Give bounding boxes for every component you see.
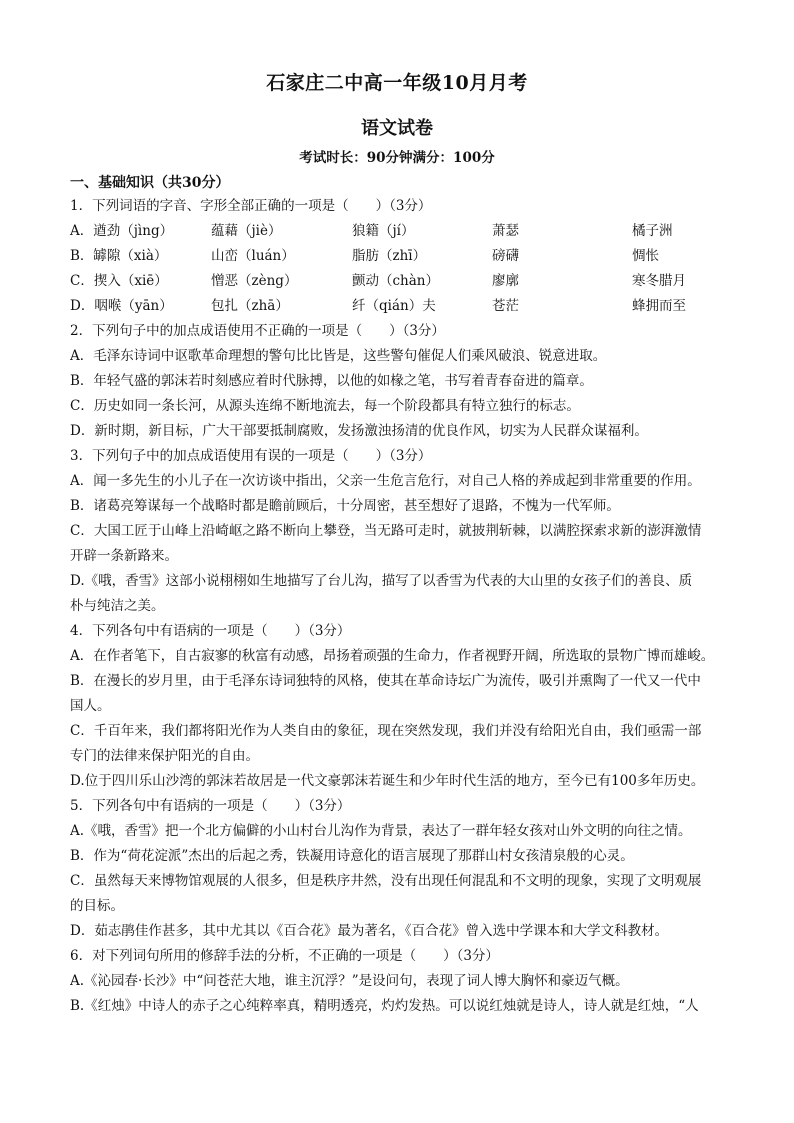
question-2-stem: 2．下列句子中的加点成语使用不正确的一项是（ ）（3分） xyxy=(70,323,445,339)
exam-info: 考试时长：90分钟满分：100分 xyxy=(299,150,495,166)
question-2-option-a: A．毛泽东诗词中讴歌革命理想的警句比比皆是，这些警句催促人们乘风破浪、锐意进取。 xyxy=(70,348,607,364)
section-heading: 一、基础知识（共30分） xyxy=(70,175,230,191)
question-5-option-c-cont: 的目标。 xyxy=(70,898,124,914)
question-5-option-d: D．茹志鹃佳作甚多，其中尤其以《百合花》最为著名，《百合花》曾入选中学课本和大学文科教材。 xyxy=(70,923,669,939)
question-3-option-b: B．诸葛亮筹谋每一个战略时都是瞻前顾后，十分周密，甚至想好了退路，不愧为一代军师。 xyxy=(70,498,620,514)
question-5-option-c: C．虽然每天来博物馆观展的人很多，但是秩序井然，没有出现任何混乱和不文明的现象，实现了文明观展 xyxy=(70,873,702,889)
option-cell: 磅礴 xyxy=(492,248,519,264)
option-cell: 蜂拥而至 xyxy=(632,298,686,314)
subject-title: 语文试卷 xyxy=(361,118,433,139)
option-cell: 包扎（zhā） xyxy=(211,298,289,314)
question-4-option-b: B．在漫长的岁月里，由于毛泽东诗词独特的风格，使其在革命诗坛广为流传，吸引并熏陶了一代又一代中 xyxy=(70,673,701,689)
question-1-option-b xyxy=(70,246,730,266)
option-cell: A．遒劲（jìng） xyxy=(70,223,174,239)
question-6-option-a: A.《沁园春·长沙》中“问苍茫大地，谁主沉浮？”是设问句，表现了词人博大胸怀和豪迈气概。 xyxy=(70,973,629,989)
question-3-option-d: D.《哦，香雪》这部小说栩栩如生地描写了台儿沟，描写了以香雪为代表的大山里的女孩子们的善良、质 xyxy=(70,573,693,589)
question-3-option-c: C．大国工匠于山峰上沿崎岖之路不断向上攀登，当无路可走时，就披荆斩棘，以满腔探索求新的澎湃激情 xyxy=(70,523,702,539)
option-cell: 廖廓 xyxy=(492,273,519,289)
option-cell: 苍茫 xyxy=(492,298,519,314)
question-4-option-c: C．千百年来，我们都将阳光作为人类自由的象征，现在突然发现，我们并没有给阳光自由，我们亟需一部 xyxy=(70,723,702,739)
option-cell: 脂肪（zhī） xyxy=(352,248,427,264)
question-5-option-b: B．作为“荷花淀派”杰出的后起之秀，铁凝用诗意化的语言展现了那群山村女孩清泉般的心灵。 xyxy=(70,848,634,864)
question-1-option-c xyxy=(70,271,730,291)
question-5-stem: 5．下列各句中有语病的一项是（ ）（3分） xyxy=(70,798,351,814)
question-4-option-a: A．在作者笔下，自古寂寥的秋富有动感，昂扬着顽强的生命力，作者视野开阔，所选取的景物广博而雄峻。 xyxy=(70,648,715,664)
option-cell: 寒冬腊月 xyxy=(632,273,686,289)
question-6-stem: 6．对下列词句所用的修辞手法的分析，不正确的一项是（ ）（3分） xyxy=(70,948,499,964)
exam-title: 石家庄二中高一年级10月月考 xyxy=(266,72,528,94)
question-2-option-b: B．年轻气盛的郭沫若时刻感应着时代脉搏，以他的如椽之笔，书写着青春奋进的篇章。 xyxy=(70,373,593,389)
question-1-option-d xyxy=(70,296,730,316)
option-cell: B．罅隙（xià） xyxy=(70,248,168,264)
option-cell: 山峦（luán） xyxy=(211,248,295,264)
question-3-option-c-cont: 开辟一条新路来。 xyxy=(70,548,178,564)
question-4-option-c-cont: 专门的法律来保护阳光的自由。 xyxy=(70,748,259,764)
question-2-option-c: C．历史如同一条长河，从源头连绵不断地流去，每一个阶段都具有特立独行的标志。 xyxy=(70,398,580,414)
question-2-option-d: D．新时期，新目标，广大干部要抵制腐败，发扬激浊扬清的优良作风，切实为人民群众谋福利。 xyxy=(70,423,648,439)
option-cell: D．咽喉（yān） xyxy=(70,298,173,314)
option-cell: 纤（qián）夫 xyxy=(352,298,436,314)
question-4-stem: 4．下列各句中有语病的一项是（ ）（3分） xyxy=(70,623,351,639)
question-3-option-a: A．闻一多先生的小儿子在一次访谈中指出，父亲一生危言危行，对自己人格的养成起到非常重要的作用。 xyxy=(70,473,701,489)
option-cell: 惆怅 xyxy=(632,248,659,264)
option-cell: C．揳入（xiē） xyxy=(70,273,168,289)
option-cell: 狼籍（jí） xyxy=(352,223,415,239)
question-3-stem: 3．下列句子中的加点成语使用有误的一项是（ ）（3分） xyxy=(70,448,432,464)
option-cell: 憎恶（zèng） xyxy=(211,273,298,289)
option-cell: 萧瑟 xyxy=(492,223,519,239)
question-3-option-d-cont: 朴与纯洁之美。 xyxy=(70,598,165,614)
question-4-option-b-cont: 国人。 xyxy=(70,698,111,714)
question-6-option-b: B.《红烛》中诗人的赤子之心纯粹率真，精明透亮，灼灼发热。可以说红烛就是诗人，诗人就是红烛，“人 xyxy=(70,998,699,1014)
question-1-option-a xyxy=(70,221,730,241)
option-cell: 蕴藉（jiè） xyxy=(211,223,282,239)
question-1-stem: 1．下列词语的字音、字形全部正确的一项是（ ）（3分） xyxy=(70,198,432,214)
option-cell: 橘子洲 xyxy=(632,223,673,239)
question-5-option-a: A.《哦，香雪》把一个北方偏僻的小山村台儿沟作为背景，表达了一群年轻女孩对山外文明的向往之情。 xyxy=(70,823,692,839)
question-4-option-d: D.位于四川乐山沙湾的郭沫若故居是一代文豪郭沫若诞生和少年时代生活的地方，至今已有100多年历史。 xyxy=(70,773,705,789)
option-cell: 颤动（chàn） xyxy=(352,273,439,289)
